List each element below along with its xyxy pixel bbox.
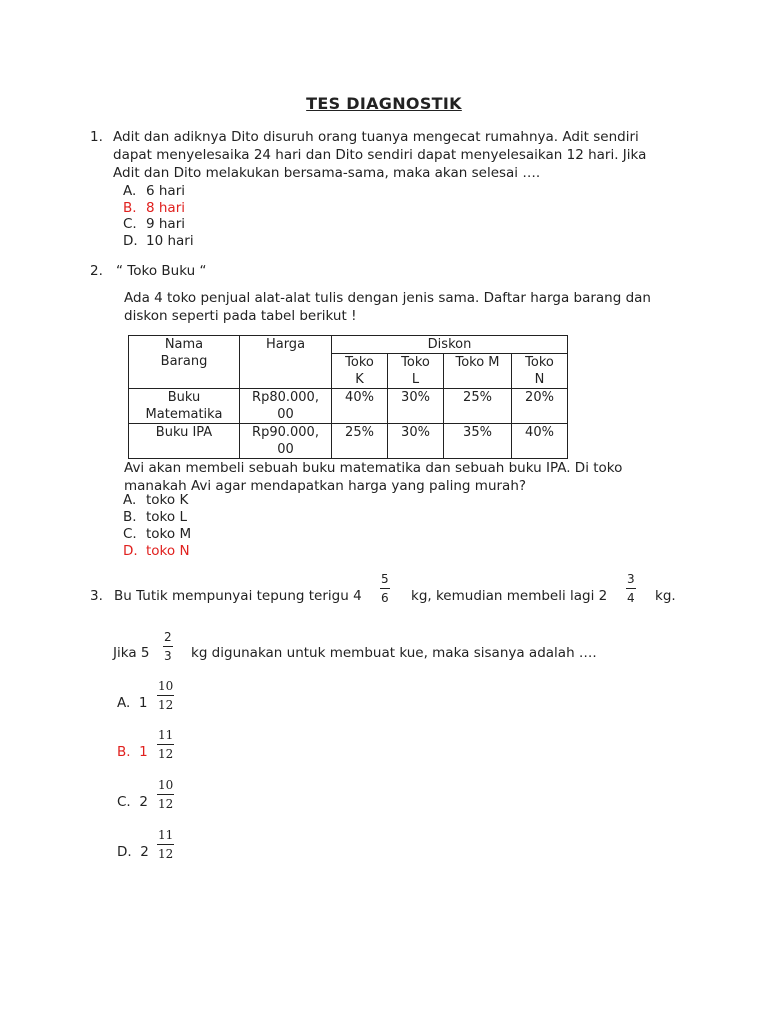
option-letter: D. xyxy=(123,543,138,559)
question-1-line: Adit dan adiknya Dito disuruh orang tuanya mengecat rumahnya. Adit sendiri xyxy=(113,129,639,145)
option-text: 10 hari xyxy=(146,233,194,249)
question-2-option-b xyxy=(123,509,187,526)
question-2-question-line: manakah Avi agar mendapatkan harga yang paling murah? xyxy=(124,478,527,494)
option-whole: 2 xyxy=(139,794,148,810)
fraction-three-quarters: $\frac{3}{4}$ xyxy=(627,572,635,605)
cell-toko-m: 25% xyxy=(444,389,512,424)
option-letter: B. xyxy=(117,744,131,760)
option-text: toko N xyxy=(146,543,190,559)
question-2-number: 2. xyxy=(90,263,103,279)
question-1-option-b-answer xyxy=(123,200,185,217)
fraction-two-thirds: $\frac{2}{3}$ xyxy=(164,630,172,663)
option-whole: 1 xyxy=(139,744,148,760)
option-text: toko M xyxy=(146,526,192,542)
option-b-fraction: $\frac{11}{12}$ xyxy=(158,728,174,761)
discount-table xyxy=(128,335,568,459)
cell-toko-k: 25% xyxy=(332,424,388,459)
option-text: 6 hari xyxy=(146,183,186,199)
option-letter: C. xyxy=(123,526,137,542)
question-1-line: Adit dan Dito melakukan bersama-sama, maka akan selesai …. xyxy=(113,165,541,181)
option-text: 8 hari xyxy=(146,200,186,216)
question-1-option-d xyxy=(123,233,194,250)
question-1-number: 1. xyxy=(90,129,103,145)
header-toko-m: Toko M xyxy=(444,354,512,389)
question-2-intro xyxy=(124,289,684,325)
cell-toko-l: 30% xyxy=(388,424,444,459)
question-2-option-a xyxy=(123,492,188,509)
option-letter: A. xyxy=(123,183,137,199)
option-letter: B. xyxy=(123,200,137,216)
question-3-text-part-5: kg digunakan untuk membuat kue, maka sisanya adalah …. xyxy=(191,645,597,661)
question-3-option-b-answer xyxy=(117,743,148,761)
question-1-option-c xyxy=(123,216,185,233)
header-toko-n: Toko N xyxy=(512,354,568,389)
option-letter: C. xyxy=(123,216,137,232)
question-2-question xyxy=(124,459,684,495)
question-3-text-part-1: Bu Tutik mempunyai tepung terigu 4 xyxy=(114,588,362,604)
question-2-intro-line: Ada 4 toko penjual alat-alat tulis dengan jenis sama. Daftar harga barang dan xyxy=(124,290,651,306)
question-3-option-d xyxy=(117,843,149,861)
option-text: 9 hari xyxy=(146,216,186,232)
question-2-option-d-answer xyxy=(123,543,190,560)
header-toko-l: Toko L xyxy=(388,354,444,389)
page-title: TES DIAGNOSTIK xyxy=(306,94,462,113)
option-a-fraction: $\frac{10}{12}$ xyxy=(158,679,174,712)
cell-barang: Buku Matematika xyxy=(129,389,240,424)
option-letter: A. xyxy=(123,492,137,508)
option-whole: 1 xyxy=(138,695,148,711)
header-harga: Harga xyxy=(240,336,332,389)
option-letter: A. xyxy=(117,695,131,711)
option-letter: D. xyxy=(117,844,132,860)
question-3-text-part-3: kg. xyxy=(655,588,676,604)
cell-toko-n: 40% xyxy=(512,424,568,459)
option-text: toko K xyxy=(146,492,189,508)
question-2-heading: “ Toko Buku “ xyxy=(116,263,207,279)
cell-harga: Rp80.000, 00 xyxy=(240,389,332,424)
option-letter: D. xyxy=(123,233,138,249)
question-2-question-line: Avi akan membeli sebuah buku matematika dan sebuah buku IPA. Di toko xyxy=(124,460,623,476)
table-row xyxy=(129,424,568,459)
question-2-option-c xyxy=(123,526,191,543)
table-row xyxy=(129,389,568,424)
cell-toko-l: 30% xyxy=(388,389,444,424)
option-letter: C. xyxy=(117,794,131,810)
option-c-fraction: $\frac{10}{12}$ xyxy=(158,778,174,811)
option-d-fraction: $\frac{11}{12}$ xyxy=(158,828,174,861)
question-3-text-part-4: Jika 5 xyxy=(113,645,150,661)
question-2-intro-line: diskon seperti pada tabel berikut ! xyxy=(124,308,357,324)
option-letter: B. xyxy=(123,509,137,525)
cell-barang: Buku IPA xyxy=(129,424,240,459)
question-1-text xyxy=(113,128,673,182)
question-3-number: 3. xyxy=(90,588,103,604)
fraction-five-sixths: $\frac{5}{6}$ xyxy=(381,572,389,605)
option-text: toko L xyxy=(146,509,187,525)
cell-toko-m: 35% xyxy=(444,424,512,459)
header-toko-k: Toko K xyxy=(332,354,388,389)
question-3-option-a xyxy=(117,694,147,712)
cell-harga: Rp90.000, 00 xyxy=(240,424,332,459)
cell-toko-k: 40% xyxy=(332,389,388,424)
question-3-option-c xyxy=(117,793,148,811)
question-1-option-a xyxy=(123,183,185,200)
question-3-text-part-2: kg, kemudian membeli lagi 2 xyxy=(411,588,608,604)
question-1-line: dapat menyelesaika 24 hari dan Dito sendiri dapat menyelesaikan 12 hari. Jika xyxy=(113,147,647,163)
header-nama-barang: Nama Barang xyxy=(129,336,240,389)
cell-toko-n: 20% xyxy=(512,389,568,424)
option-whole: 2 xyxy=(140,844,149,860)
header-diskon: Diskon xyxy=(332,336,568,354)
